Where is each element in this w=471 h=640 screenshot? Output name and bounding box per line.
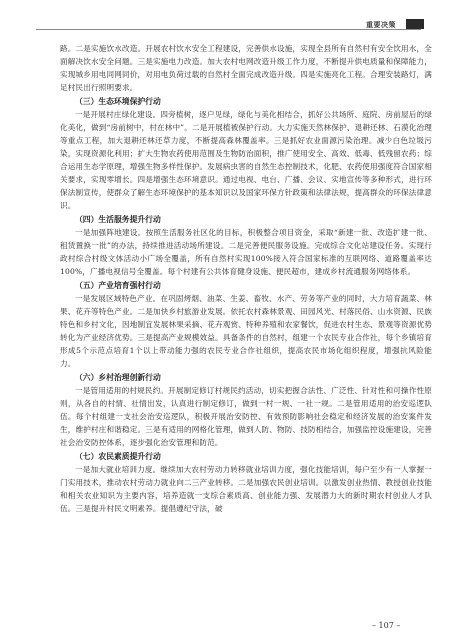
header-mark xyxy=(406,19,424,29)
section-heading-5: （五）产业培育强村行动 xyxy=(75,281,161,290)
section-heading-7: （七）农民素质提升行动 xyxy=(75,452,161,461)
section-label: 重要决策 xyxy=(366,21,396,29)
document-body xyxy=(60,42,432,515)
section-body-5: 一是发展区域特色产业。在巩固烤烟、油菜、生姜、畜牧、水产、劳务等产业的同时，大力培育蔬菜、林果、花卉等特色产业。二是加快乡村旅游业发展。依托农村森林景观、田园风光、村落民俗、山水资源、民族特色和乡村文化，因地制宜发展林果采摘、花卉观赏、特种养殖和农家餐饮，促进农村生态、景观等资源优势转化为产业经济优势。三是提高产业规模效益。具备条件的自然村，组建一个农民专业合作社，每个乡镇培育形成5个示范点培育1个以上带动能力强的农民专业合作社组织，提高农民市场化组织程度，增强抗风险能力。 xyxy=(60,294,432,368)
section-heading-4: （四）生活服务提升行动 xyxy=(75,215,161,224)
section-body-6: 一是管用适用的村规民约。开展制定修订村规民约活动，切实把握合法性、广泛性、针对性和可操作性原则，从各自的村情、社情出发，认真进行制定修订，做到一村一规、一社一规。二是管用适用的治安巡逻队伍。每个村组建一支社会治安巡逻队，积极开展治安防控、有效预防影响社会稳定和经济发展的治安案件发生，维护村庄和谐稳定。三是有适用的网格化管理，做到人防、物防、技防相结合，加强监控设施建设，完善社会治安防控体系，逐步强化治安管理和防范。 xyxy=(60,386,432,447)
section-body-3: 一是开展村庄绿化建设。四旁植树，逐户见绿，绿化与美化相结合，抓好公共场所、庭院、房前屋后的绿化美化，做到“房前树中，村在林中”。二是开展植被保护行动。大力实施天然林保护、退耕还林、石漠化治理等重点工程，加大退耕还林还草力度，不断提高森林覆盖率。三是抓好农业面源污染治理。减少白色垃圾污染，实现资源化利用；扩大生物农药使用范围及生物防治面积，推广使用安全、高效、低毒、低残留农药；综合运用生态学原理，增强生物多样性保护。发展病虫害的自然生态控制技术，化肥、农药使用强度符合国家相关要求，实现零增长。四是增强生态环境意识。通过电视、电台、广播、会议、实地宣传等多种形式，进行环保法制宣传，使群众了解生态环境保护的基本知识以及国家环保方针政策和法律法规，提高群众的环保法律意识。 xyxy=(60,110,433,210)
section-body-7: 一是加大就业培训力度。继续加大农村劳动力转移就业培训力度，强化技能培训，每户至少有一人掌握一门实用技术，推动农村劳动力就业向二三产业转移。二是加强农民创业培训。以激发创业热情、教授创业技能和相关农业知识为主要内容，培养造就一支综合素质高、创业能力强、发展潜力大的新时期农村创业人才队伍。三是提升村民文明素养。提倡遵纪守法，破 xyxy=(60,465,432,513)
section-heading-6: （六）乡村治理创新行动 xyxy=(75,373,161,382)
intro-paragraph: 路。二是实施饮水改造。开展农村饮水安全工程建设，完善供水设施，实现全县所有自然村有安全饮用水，全面解决饮水安全问题。三是实施电力改造。加大农村电网改造升级工作力度，不断提升供电质量和保障能力，实现城乡用电同网同价，对用电负荷过载的自然村全面完成改造升级。四是实施亮化工程。合理安装路灯，满足村民出行照明要求。 xyxy=(60,44,432,92)
header-rule xyxy=(36,29,421,30)
section-body-4: 一是加强阵地建设。按照生活服务社区化的目标，积极整合项目资金，采取“新建一批、改造扩建一批、租赁置换一批”的办法，持续推进活动场所建设。二是完善便民服务设施。完成综合文化站建设任务。实现行政村综合村级文体活动小广场全覆盖，所有自然村实现100%接入符合国家标准的互联网络、道路覆盖率达100%，广播电视信号全覆盖。每个村建有公共体育健身设施、便民超市，建成乡村流通服务网络体系。 xyxy=(60,228,432,276)
page-number: – 107 – xyxy=(372,621,401,630)
section-heading-3: （三）生态环境保护行动 xyxy=(75,97,161,106)
